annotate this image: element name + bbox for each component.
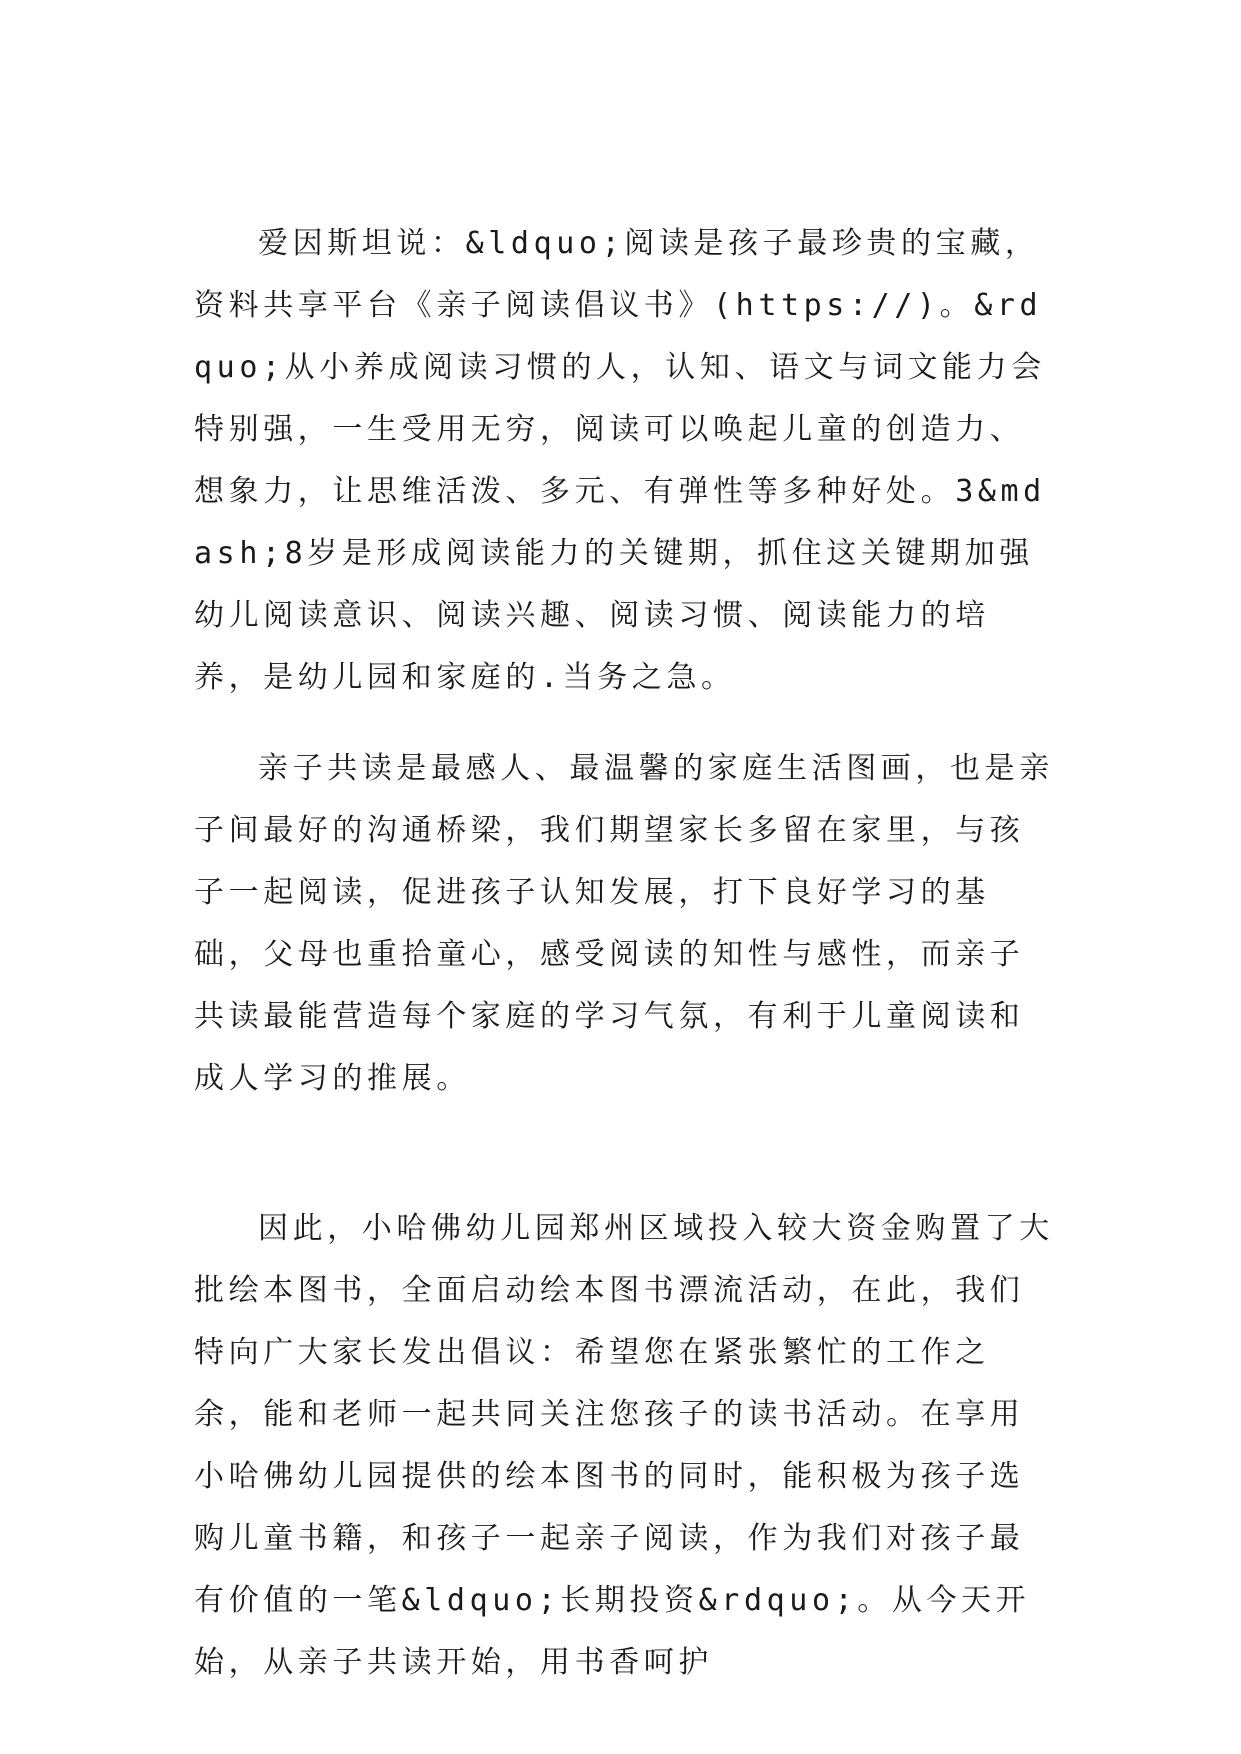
paragraph-einstein-quote: 爱因斯坦说：&ldquo;阅读是孩子最珍贵的宝藏，资料共享平台《亲子阅读倡议书》(https://)。&rdquo;从小养成阅读习惯的人，认知、语文与词文能力会特别强，一生受用无穷，阅读可以唤起儿童的创造力、想象力，让思维活泼、多元、有弹性等多种好处。3&mdash;8岁是形成阅读能力的关键期，抓住这关键期加强幼儿阅读意识、阅读兴趣、阅读习惯、阅读能力的培养，是幼儿园和家庭的.当务之急。 (194, 226, 1046, 695)
paragraph-parent-child-reading: 亲子共读是最感人、最温馨的家庭生活图画，也是亲子间最好的沟通桥梁，我们期望家长多留在家里，与孩子一起阅读，促进孩子认知发展，打下良好学习的基础，父母也重拾童心，感受阅读的知性与感性，而亲子共读最能营造每个家庭的学习气氛，有利于儿童阅读和成人学习的推展。 (194, 751, 1054, 1096)
paragraph-initiative: 因此，小哈佛幼儿园郑州区域投入较大资金购置了大批绘本图书，全面启动绘本图书漂流活动，在此，我们特向广大家长发出倡议：希望您在紧张繁忙的工作之余，能和老师一起共同关注您孩子的读书活动。在享用小哈佛幼儿园提供的绘本图书的同时，能积极为孩子选购儿童书籍，和孩子一起亲子阅读，作为我们对孩子最有价值的一笔&ldquo;长期投资&rdquo;。从今天开始，从亲子共读开始，用书香呵护 (194, 1211, 1054, 1680)
